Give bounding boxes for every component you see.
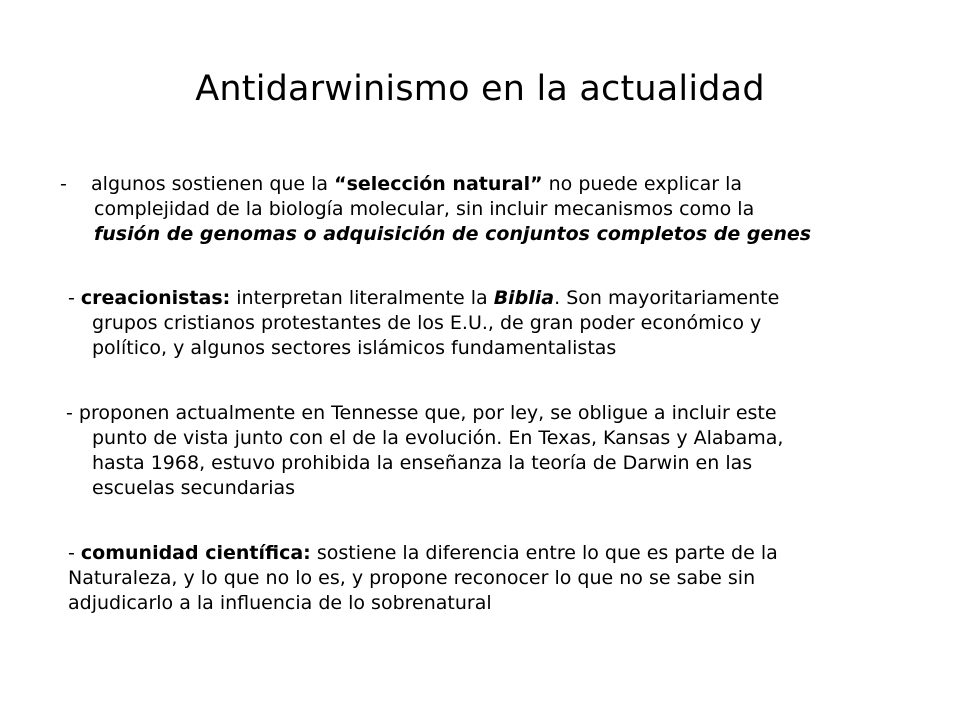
text-span: . Son mayoritariamente [554,287,780,309]
bold-italic-line: fusión de genomas o adquisición de conjuntos completos de genes [94,223,812,245]
bullet-dash: - [60,173,73,195]
slide-title: Antidarwinismo en la actualidad [195,69,765,109]
paragraph-line: político, y algunos sectores islámicos fundamentalistas [92,337,617,359]
bullet-dash: - [68,542,81,564]
text-span: interpretan literalmente la [230,287,494,309]
bold-term: comunidad científica: [80,542,311,564]
paragraph-scientific-community [68,541,778,616]
paragraph-line: escuelas secundarias [92,477,296,499]
text-span: algunos sostienen que la [91,173,335,195]
bold-term: creacionistas: [80,287,231,309]
bullet-dash: - [68,287,81,309]
paragraph-line [60,172,811,197]
paragraph-legislation [66,401,783,501]
paragraph-line: hasta 1968, estuvo prohibida la enseñanza la teoría de Darwin en las [92,452,753,474]
bold-italic-term: Biblia [493,287,555,309]
paragraph-line: Naturaleza, y lo que no lo es, y propone reconocer lo que no se sabe sin [68,567,756,589]
paragraph-line [68,286,779,311]
text-span: sostiene la diferencia entre lo que es parte de la [310,542,778,564]
paragraph-line: - proponen actualmente en Tennesse que, por ley, se obligue a incluir este [66,402,777,424]
paragraph-line: punto de vista junto con el de la evolución. En Texas, Kansas y Alabama, [92,427,784,449]
paragraph-line: adjudicarlo a la influencia de lo sobrenatural [68,592,492,614]
paragraph-natural-selection [60,172,811,247]
paragraph-creationists [68,286,779,361]
paragraph-line: complejidad de la biología molecular, sin incluir mecanismos como la [94,198,755,220]
text-span: no puede explicar la [542,173,742,195]
bold-term: “selección natural” [334,173,543,195]
paragraph-line: grupos cristianos protestantes de los E.U., de gran poder económico y [92,312,762,334]
paragraph-line [68,541,778,566]
